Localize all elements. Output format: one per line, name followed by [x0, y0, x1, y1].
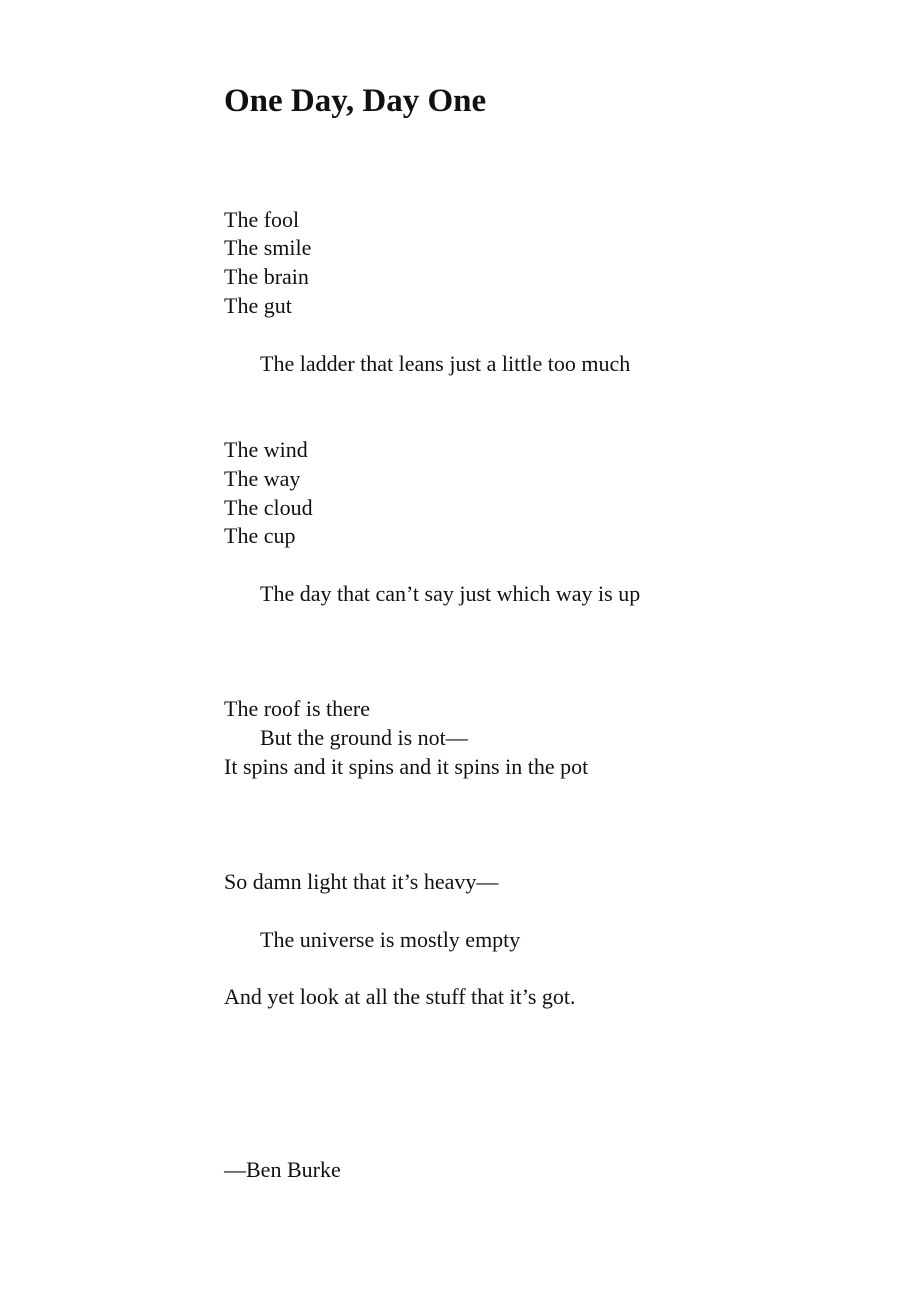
poem-line: The way	[224, 466, 301, 491]
poem-line: The roof is there	[224, 696, 370, 721]
poem-refrain: The ladder that leans just a little too much	[260, 351, 631, 376]
poem-line: But the ground is not—	[260, 725, 468, 750]
poem-line: The wind	[224, 437, 308, 462]
poem-author: —Ben Burke	[224, 1157, 341, 1182]
poem-line: So damn light that it’s heavy—	[224, 869, 499, 894]
poem-line: The cup	[224, 523, 296, 548]
poem-title: One Day, Day One	[224, 83, 487, 119]
poem-line: It spins and it spins and it spins in the pot	[224, 754, 589, 779]
poem-refrain: The day that can’t say just which way is up	[260, 581, 641, 606]
poem-line: The smile	[224, 235, 312, 260]
poem-line: The fool	[224, 207, 300, 232]
poem-line: The gut	[224, 293, 292, 318]
poem-line: The universe is mostly empty	[260, 927, 521, 952]
poem-line: And yet look at all the stuff that it’s got.	[224, 984, 576, 1009]
poem-line: The brain	[224, 264, 309, 289]
poem-line: The cloud	[224, 495, 313, 520]
